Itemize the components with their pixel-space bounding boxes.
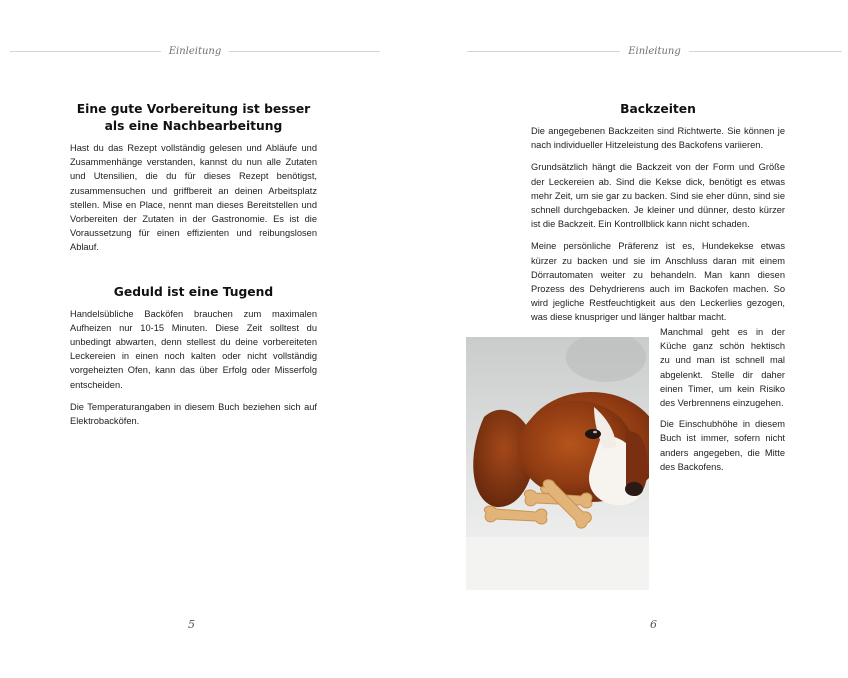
section-heading: Eine gute Vorbereitung ist besser als eine Nachbearbeitung xyxy=(76,102,311,133)
paragraph: Grundsätzlich hängt die Backzeit von der Form und Größe der Leckereien ab. Sind die Kekse dick, benötigt es etwas mehr Zeit, um sie gar zu backen. Sind sie eher dünn, sind sie schnell durchgebacken. Je kleiner und dünner, desto kürzer ist die Backzeit. Ein Kontrollblick kann nicht schaden. xyxy=(531,162,785,230)
running-head xyxy=(10,44,380,58)
paragraph: Die Einschubhöhe in diesem Buch ist immer, sofern nicht anders angegeben, die Mitte des Backofens. xyxy=(660,419,785,472)
dog-photo xyxy=(466,337,649,590)
rule-left xyxy=(467,51,620,52)
paragraph: Die angegebenen Backzeiten sind Richtwerte. Sie können je nach individueller Hitzeleistung des Backofens variieren. xyxy=(531,126,785,151)
right-page xyxy=(424,0,848,678)
paragraph: Manchmal geht es in der Küche ganz schön hektisch zu und man ist schnell mal abgelenkt. Stelle dir daher einen Timer, um kein Risiko des Verbrennens einzugehen. xyxy=(660,327,785,409)
rule-left xyxy=(10,51,161,52)
rule-right xyxy=(689,51,842,52)
running-head xyxy=(467,44,842,58)
paragraph: Hast du das Rezept vollständig gelesen und Abläufe und Zusammenhänge verstanden, kannst du nun alle Zutaten und Utensilien, die du für dieses Rezept benötigst, zusammensuchen und griffbereit an deinen Arbeitsplatz stellen. Mise en Place, nennt man dieses Bereitstellen und Vorbereiten der Zutaten in der Gastronomie. Es ist die Voraussetzung für einen effizienten und reibungslosen Ablauf. xyxy=(70,143,317,253)
page-number: 6 xyxy=(650,618,657,631)
section-heading: Backzeiten xyxy=(620,102,696,116)
paragraph: Die Temperaturangaben in diesem Buch beziehen sich auf Elektrobacköfen. xyxy=(70,401,317,427)
paragraph: Handelsübliche Backöfen brauchen zum maximalen Aufheizen nur 10-15 Minuten. Diese Zeit solltest du unbedingt abwarten, denn stellest du deine vorbereiteten Leckereien in einen noch kalten oder nicht vollständig vorgeheizten Ofen, kann das über Erfolg oder Misserfolg entscheiden. xyxy=(70,308,317,390)
paragraph: Meine persönliche Präferenz ist es, Hundekekse etwas kürzer zu backen und sie im Anschluss daran mit einem Dörrautomaten weiter zu behandeln. Man kann diesen Prozess des Dehydrierens auch im Backofen machen. So wird jegliche Restfeuchtigkeit aus den Leckerlies gezogen, was diese knuspriger und länger haltbar macht. xyxy=(531,241,785,323)
text-column xyxy=(70,101,317,436)
page-number: 5 xyxy=(188,618,195,631)
rule-right xyxy=(229,51,380,52)
section-heading: Geduld ist eine Tugend xyxy=(113,284,274,299)
running-head-label: Einleitung xyxy=(168,45,222,57)
running-head-label: Einleitung xyxy=(628,45,681,57)
text-column xyxy=(531,101,785,333)
wrapped-text-column xyxy=(660,325,785,481)
